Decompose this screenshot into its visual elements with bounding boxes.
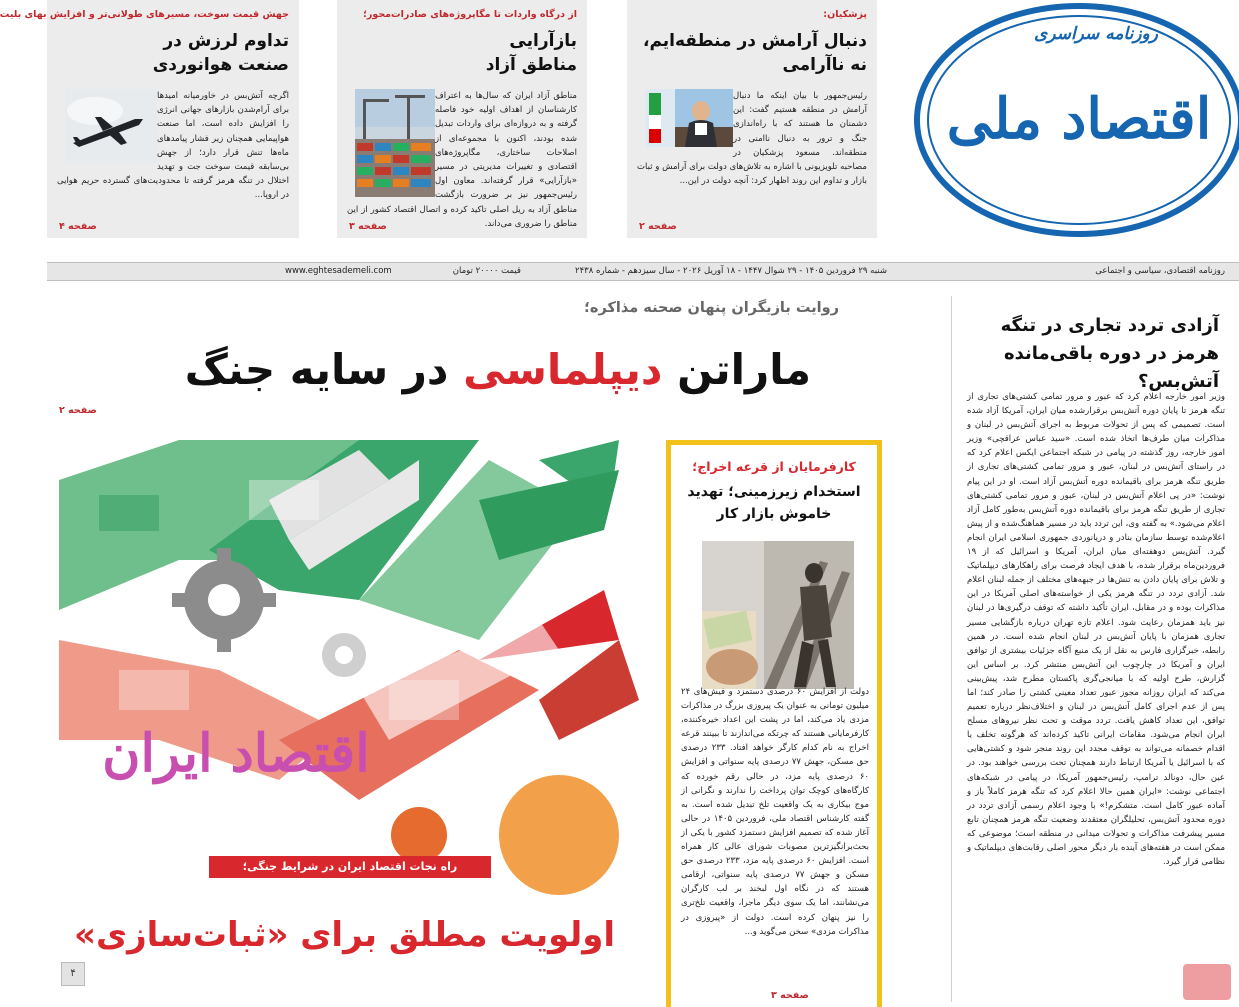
teaser-body: رئیس‌جمهور با بیان اینکه ما دنبال آرامش در منطقه هستیم گفت: این دشمنان ما هستند که با راه‌اندازی جنگ و ترور به دنبال ناامنی در منطقه‌اند. مسعود پزشکیان در مصاحبه تلویزیونی با اشاره به تلاش‌های دولت برای آرامش و ثبات بازار و تداوم این روند اظهار کرد: آنچه دولت در این...	[637, 91, 867, 187]
teaser-title-line: بازآرایی	[509, 31, 577, 51]
main-story-page[interactable]: صفحه ۲	[59, 405, 97, 416]
teaser-title	[347, 29, 577, 77]
teaser-body: اگرچه آتش‌بس در خاورمیانه امیدها برای آرام‌شدن بازارهای جهانی انرژی را افزایش داده است، اما صنعت هواپیمایی همچنان زیر فشار پیامدهای ماه‌ها تنش قرار دارد؛ از جهش بی‌سابقه قیمت سوخت جت و تهدید اختلال در تنگه هرمز گرفته تا محدودیت‌های گسترده حریم هوایی در اروپا...	[57, 91, 289, 201]
box-kicker: کارفرمایان از قرعه اخراج؛	[692, 459, 856, 474]
masthead-logo[interactable]	[913, 0, 1239, 250]
watermark-icon	[1179, 960, 1235, 1004]
teaser-kicker: جهش قیمت سوخت، مسیرهای طولانی‌تر و افزایش بهای بلیت	[0, 9, 289, 20]
teaser-title-line: تداوم لرزش در	[163, 31, 289, 51]
teaser-kicker: پزشکیان:	[823, 9, 867, 20]
feature-image[interactable]	[59, 440, 649, 835]
teaser-title-line: مناطق آزاد	[485, 55, 577, 75]
teaser-kicker: از درگاه واردات تا مگاپروژه‌های صادرات‌محور؛	[363, 9, 577, 20]
info-price: قیمت ۲۰۰۰۰ تومان	[452, 266, 521, 276]
feature-caption-title[interactable]: اولویت مطلق برای «ثبات‌سازی»	[73, 915, 615, 955]
teaser-pezeshkian[interactable]	[627, 0, 877, 238]
box-title-line: استخدام زیرزمینی؛ تهدید	[687, 484, 861, 500]
main-headline[interactable]	[185, 338, 811, 402]
box-title-line: خاموش بازار کار	[716, 506, 832, 522]
masthead-tagline: روزنامه سراسری	[1034, 24, 1158, 44]
feature-page-badge[interactable]: ۴	[61, 962, 85, 986]
teaser-page[interactable]: صفحه ۳	[349, 221, 387, 232]
headline-part1: ماراتن	[677, 345, 811, 394]
port-containers-photo	[355, 89, 435, 197]
teaser-title-line: دنبال آرامش در منطقه‌ایم،	[642, 31, 867, 51]
info-date: شنبه ۲۹ فروردین ۱۴۰۵ - ۲۹ شوال ۱۴۴۷ - ۱۸ آوریل ۲۰۲۶ - سال سیزدهم - شماره ۲۴۳۸	[575, 266, 887, 276]
teaser-body: مناطق آزاد ایران که سال‌ها به اعتراف کارشناسان از اهداف اولیه خود فاصله گرفته و به دروازه‌ای برای واردات تبدیل شده بودند، اکنون با مجموعه‌ای از اصلاحات ساختاری، مگاپروژه‌های اقتصادی و تغییرات مدیریتی در مسیر «بازآرایی» قرار گرفته‌اند. معاون اول رئیس‌جمهور نیز بر ضرورت بازگشت مناطق آزاد به ریل اصلی تاکید کرده و اتصال اقتصاد کشور از این مناطق را ضروری می‌داند.	[347, 91, 577, 229]
box-body: دولت از افزایش ۶۰ درصدی دستمزد و فیش‌های ۲۴ میلیون تومانی به عنوان یک پیروزی بزرگ در مذاکرات مزدی یاد می‌کند، اما در پشت این اعداد خیره‌کننده، کارفرمایانی هستند که چرتکه می‌اندازند تا ببینند قرعه اخراج به نام کدام کارگر خواهد افتاد. ۲۳۳ درصدی حق مسکن، جهش ۷۷ درصدی پایه سنواتی و افزایش ۶۰ درصدی پایه مزد، در حالی رقم خورده که کارگاه‌های کوچک توان پرداخت را ندارند و نگرانی از موج بیکاری به یک واقعیت تلخ تبدیل شده است. به گفته کارشناس اقتصاد ملی، فروردین ۱۴۰۵ در حالی آغاز شده که تصمیم افزایش دستمزد کشور با یکی از بحث‌برانگیزترین مصوبات شورای عالی کار همراه است. افزایش ۶۰ درصدی پایه مزد، ۲۳۳ درصدی حق مسکن و جهش ۷۷ درصدی پایه سنواتی، ارقامی هستند که در نگاه اول لبخند بر لب کارگران می‌نشانند، اما یک سوی دیگر ماجرا، واقعیت تلخ‌تری را نیز پنهان کرده است. دولت از «پیروزی در مذاکرات مزدی» سخن می‌گوید و...	[681, 687, 870, 937]
feature-overlay-text: اقتصاد ایران	[102, 723, 370, 784]
teaser-free-zones[interactable]	[337, 0, 587, 238]
right-column-title[interactable]: آزادی تردد تجاری در تنگه هرمز در دوره باقی‌مانده آتش‌بس؟	[1000, 315, 1219, 392]
info-section: روزنامه اقتصادی، سیاسی و اجتماعی	[1095, 266, 1225, 276]
column-divider	[951, 296, 952, 1002]
info-website[interactable]: www.eghtesademeli.com	[285, 266, 392, 276]
masthead-name: اقتصاد ملی	[946, 86, 1212, 152]
teaser-title	[637, 29, 867, 77]
headline-part2: در سایه جنگ	[184, 345, 449, 394]
info-bar	[47, 262, 1239, 281]
main-kicker: روایت بازیگران پنهان صحنه مذاکره؛	[584, 300, 839, 316]
worker-photo	[702, 541, 854, 689]
teaser-aviation[interactable]	[0, 0, 299, 238]
teaser-title	[57, 29, 289, 77]
box-title	[681, 481, 867, 525]
airplane-photo	[65, 89, 157, 163]
teaser-page[interactable]: صفحه ۴	[59, 221, 97, 232]
feature-caption-kicker: راه نجات اقتصاد ایران در شرایط جنگی؛	[209, 856, 491, 878]
teaser-page[interactable]: صفحه ۲	[639, 221, 677, 232]
box-page[interactable]: صفحه ۳	[771, 990, 809, 1001]
teaser-title-line: نه ناآرامی	[782, 55, 867, 75]
teaser-title-line: صنعت هوانوردی	[152, 55, 289, 75]
headline-red: دیپلماسی	[463, 345, 663, 394]
labor-market-box[interactable]	[666, 440, 882, 1007]
right-column-body: وزیر امور خارجه اعلام کرد که عبور و مرور تمامی کشتی‌های تجاری از تنگه هرمز تا پایان دوره آتش‌بس برقرارشده میان ایران، آمریکا آزاد شده است. تصمیمی که پس از تحولات مربوط به اجرای آتش‌بس در لبنان و مذاکرات میان طرف‌ها اتخاذ شده است. «سید عباس عراقچی» وزیر امور خارجه، روز گذشته در پیامی در شبکه اجتماعی ایکس اعلام کرد که در راستای آتش‌بس در لبنان، عبور و مرور تمامی کشتی‌های تجاری از طریق تنگه هرمز برای باقیمانده دوره آتش‌بس آزاد است. او در این پیام نوشت: «در پی اعلام آتش‌بس در لبنان، عبور و مرور تمامی کشتی‌های تجاری از طریق تنگه هرمز برای باقیمانده دوره آتش‌بس به‌طور کامل آزاد اعلام می‌شود.» به گفته وی، این تردد باید در مسیر هماهنگ‌شده و از پیش اعلام‌شده توسط سازمان بنادر و دریانوردی جمهوری اسلامی ایران انجام گیرد. آتش‌بس دوهفته‌ای میان ایران، آمریکا و اسرائیل که از ۱۹ فروردین‌ماه برقرار شده، با هدف ایجاد فرصت برای راهکارهای دیپلماتیک و تلاش برای پایان دادن به تنش‌ها در جبهه‌های مختلف از جمله لبنان اعلام شد. آزادی تردد در تنگه هرمز یکی از خواسته‌های اصلی آمریکا در این مذاکرات بوده و در مقابل، ایران تأکید داشته که توقف درگیری‌ها در لبنان نیز باید همزمان رعایت شود. اعلام تازه تهران درباره بازگشایی مسیر تجاری همزمان با پایان آتش‌بس در لبنان انجام شده است. در همین رابطه، خبرگزاری فارس به نقل از یک منبع آگاه جزئیات بیشتری از توافق ایران و آمریکا در چارچوب این آتش‌بس منتشر کرد. بر اساس این گزارش، طرح اولیه که با میانجی‌گری پاکستان مطرح شد، پیش‌بینی می‌کند که ایران روزانه مجوز عبور تعداد معینی کشتی را صادر کند؛ اما پس از عدم اجرای کامل آتش‌بس در لبنان و اختلاف‌نظر درباره تعمیم توافق، این تعداد کاهش یافت. تردد موقت و تحت نظر نیروهای مسلح ایران انجام می‌شود. مقامات ایرانی تاکید کرده‌اند که هرگونه تخلف یا اقدام خصمانه می‌تواند به توقف مجدد این روند منجر شود و کشتی‌هایی که با اسرائیل یا آمریکا ارتباط دارند همچنان تحت بررسی خواهند بود. در عین حال، دونالد ترامپ، رئیس‌جمهور آمریکا، در پیامی در شبکه‌های اجتماعی نوشت: «ایران همین حالا اعلام کرد که تنگه هرمز کاملاً باز و آماده عبور کامل است. متشکرم!» با وجود اعلام رسمی آزادی تردد در دوره محدود آتش‌بس، تحلیلگران معتقدند وضعیت تنگه هرمز همچنان تابع مسیر پیشرفت مذاکرات و تحولات میدانی در منطقه است؛ موضوعی که ممکن است در هفته‌های آینده بار دیگر محور اصلی رقابت‌های دیپلماتیک و نظامی قرار گیرد.	[967, 392, 1225, 868]
president-photo	[645, 89, 733, 147]
